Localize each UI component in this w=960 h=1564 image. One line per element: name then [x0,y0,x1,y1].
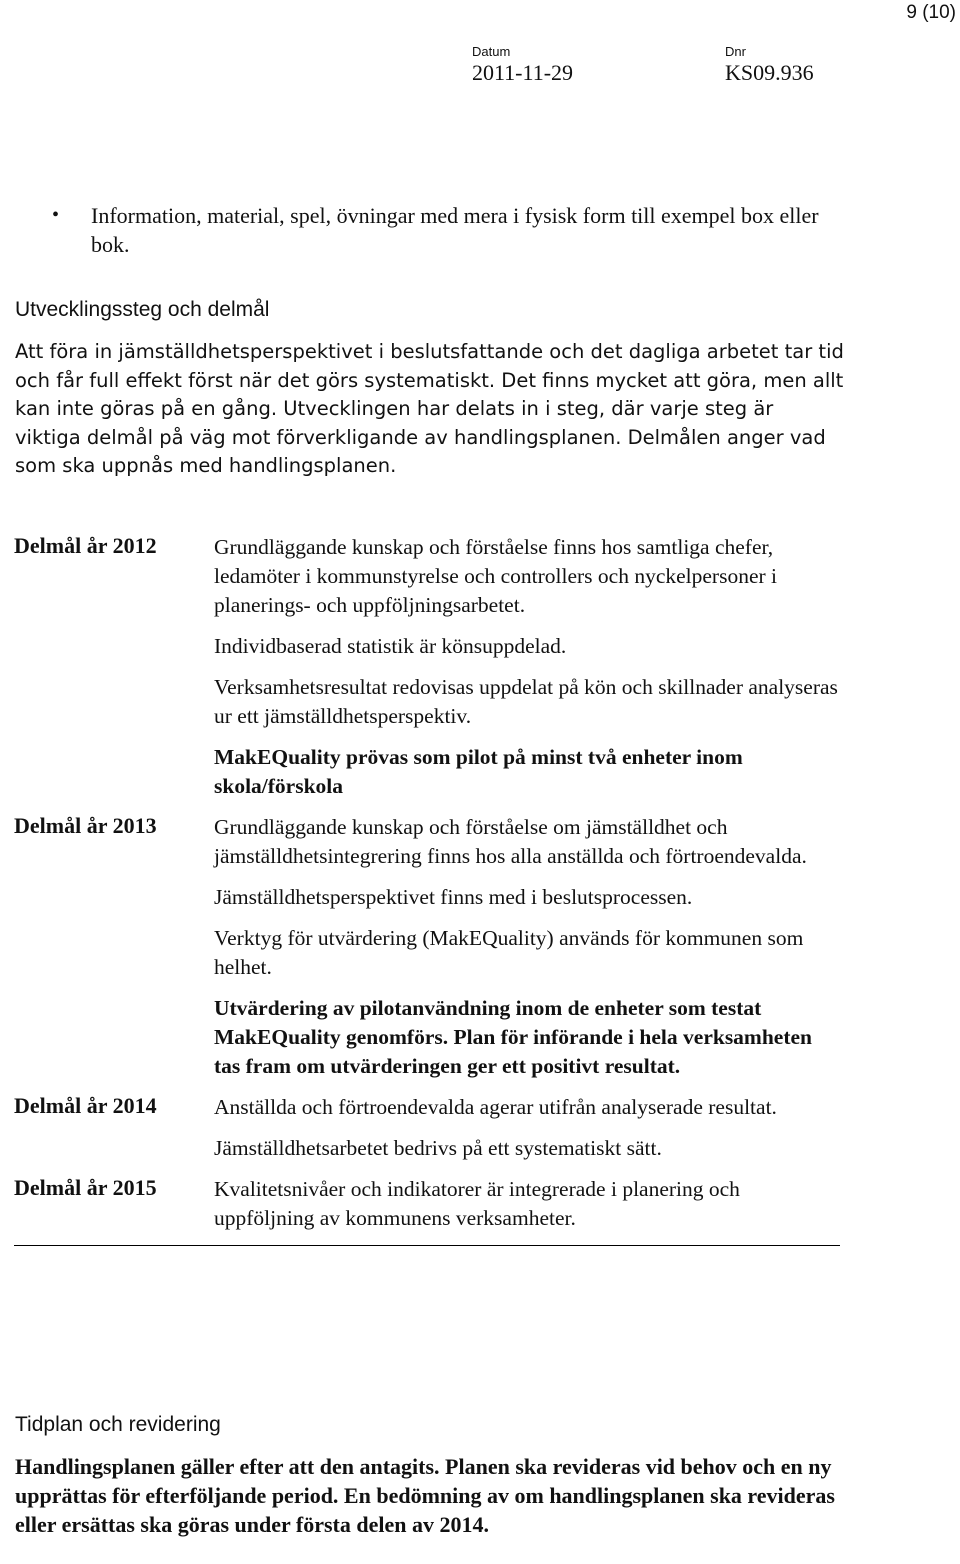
goal-item: Utvärdering av pilotanvändning inom de enheter som testat MakEQuality genomförs. Plan för införande i hela verksamheten tas fram om utvärderingen ger ett positivt resultat. [214,996,813,1078]
goal-year-label: Delmål år 2014 [14,1093,157,1118]
goal-item: Grundläggande kunskap och förståelse finns hos samtliga chefer, ledamöter i kommunstyrelse och controllers och nyckelpersoner i planerings- och uppföljningsarbetet. [214,535,778,617]
section-heading-tidplan: Tidplan och revidering [15,1413,221,1436]
paragraph-utveckling: Att föra in jämställdhetsperspektivet i beslutsfattande och det dagliga arbetet tar tid och får full effekt först när det görs systematiskt. Det finns mycket att göra, men allt kan inte göras på en gång. Utvecklingen har delats in i steg, där varje steg är viktiga delmål på väg mot förverkligande av handlingsplanen. Delmålen anger vad som ska uppnås med handlingsplanen. [15,340,844,477]
page-number: 9 (10) [906,2,956,23]
goal-item: Individbaserad statistik är könsuppdelad. [214,634,567,658]
goal-year-label: Delmål år 2015 [14,1175,157,1200]
goal-row-2014 [14,1093,840,1163]
goal-row-2013 [14,813,840,1081]
bullet-icon: • [52,204,60,226]
goal-item: Kvalitetsnivåer och indikatorer är integrerade i planering och uppföljning av kommunens verksamheter. [214,1177,740,1230]
dnr-label: Dnr [725,44,746,59]
date-label: Datum [472,44,511,59]
goal-year-label: Delmål år 2012 [14,533,157,558]
goal-item: Anställda och förtroendevalda agerar utifrån analyserade resultat. [214,1095,777,1119]
goal-row-2015 [14,1175,840,1233]
paragraph-tidplan: Handlingsplanen gäller efter att den antagits. Planen ska revideras vid behov och en ny upprättas för efterföljande period. En bedömning av om handlingsplanen ska revideras eller ersättas ska göras under första delen av 2014. [15,1454,835,1537]
goals-table [14,533,840,1246]
section-heading-utveckling: Utvecklingssteg och delmål [15,298,270,321]
goal-item: Jämställdhetsarbetet bedrivs på ett systematiskt sätt. [214,1136,662,1160]
goal-item: Verktyg för utvärdering (MakEQuality) används för kommunen som helhet. [214,926,804,979]
goal-item: Grundläggande kunskap och förståelse om jämställdhet och jämställdhetsintegrering finns hos alla anställda och förtroendevalda. [214,815,807,868]
goal-row-2012 [14,533,840,801]
goal-year-label: Delmål år 2013 [14,813,157,838]
goal-item: MakEQuality prövas som pilot på minst två enheter inom skola/förskola [214,745,743,798]
goal-item: Verksamhetsresultat redovisas uppdelat på kön och skillnader analyseras ur ett jämställdhetsperspektiv. [214,675,838,728]
dnr-value: KS09.936 [725,60,814,85]
goal-item: Jämställdhetsperspektivet finns med i beslutsprocessen. [214,885,693,909]
date-value: 2011-11-29 [472,60,574,85]
bullet-item: Information, material, spel, övningar med mera i fysisk form till exempel box eller bok. [91,203,819,257]
